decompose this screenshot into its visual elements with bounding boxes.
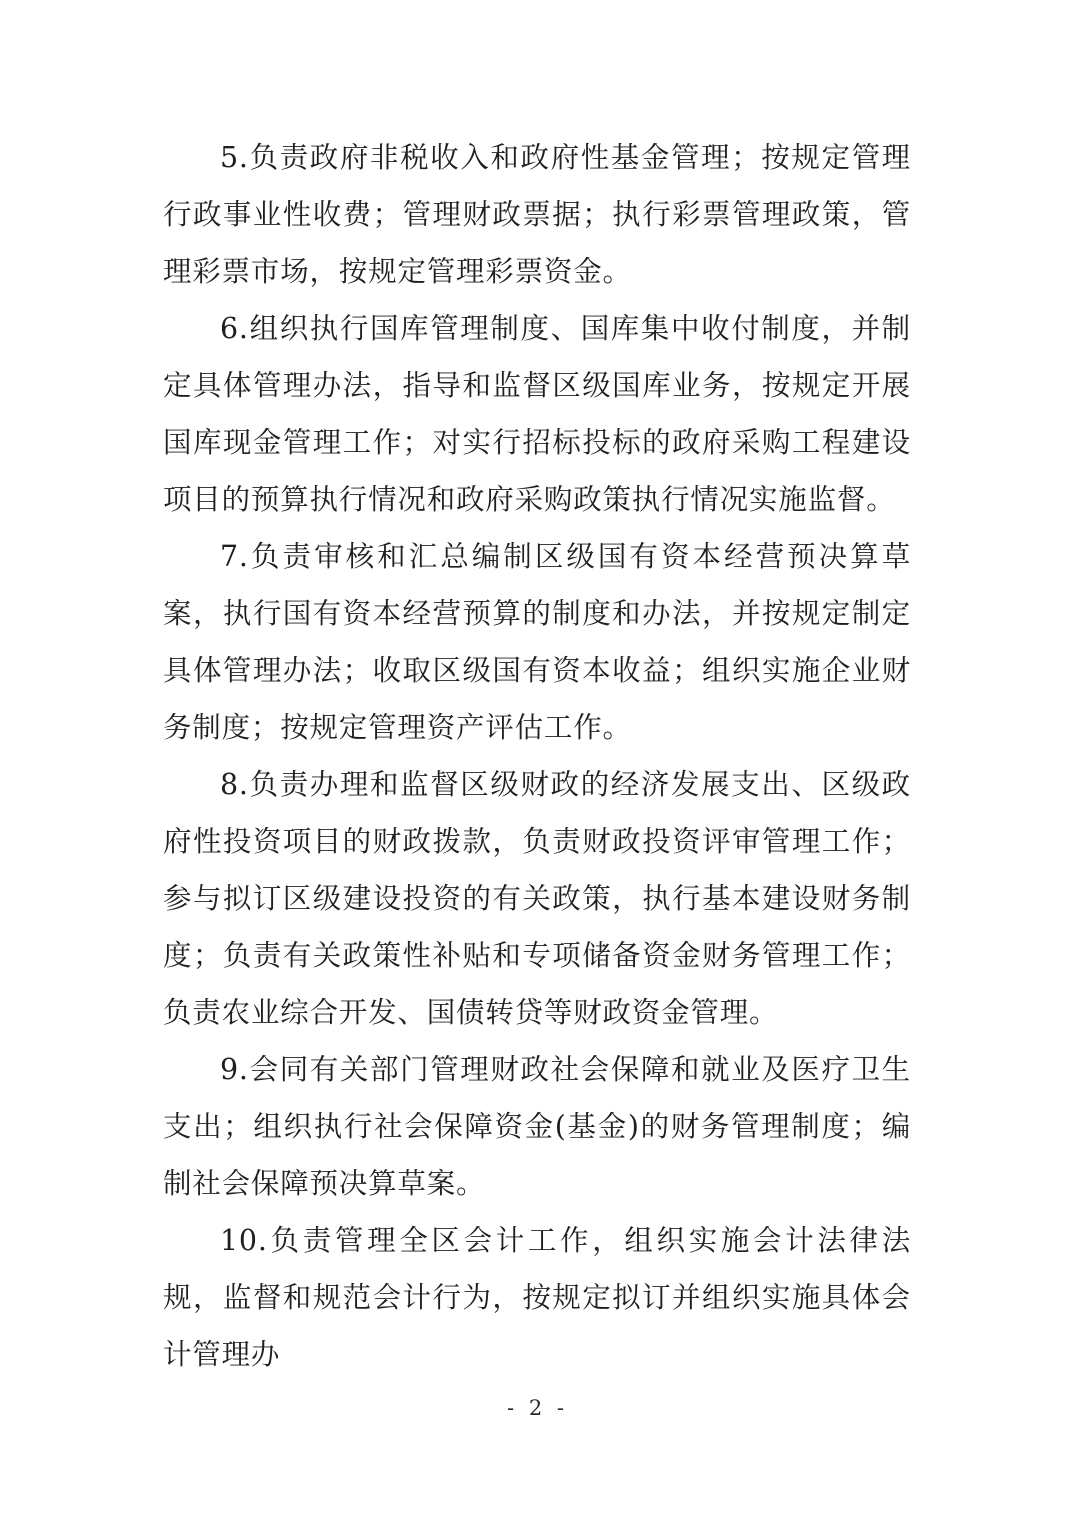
- paragraph-item-10: 10.负责管理全区会计工作，组织实施会计法律法规，监督和规范会计行为，按规定拟订并组织实施具体会计管理办: [163, 1224, 911, 1371]
- paragraph-item-6: 6.组织执行国库管理制度、国库集中收付制度，并制定具体管理办法，指导和监督区级国库业务，按规定开展国库现金管理工作；对实行招标投标的政府采购工程建设项目的预算执行情况和政府采购政策执行情况实施监督。: [163, 312, 911, 516]
- page-number: - 2 -: [507, 1396, 568, 1420]
- paragraph-item-5: 5.负责政府非税收入和政府性基金管理；按规定管理行政事业性收费；管理财政票据；执行彩票管理政策，管理彩票市场，按规定管理彩票资金。: [163, 141, 911, 288]
- paragraph-item-9: 9.会同有关部门管理财政社会保障和就业及医疗卫生支出；组织执行社会保障资金(基金)的财务管理制度；编制社会保障预决算草案。: [163, 1053, 911, 1200]
- paragraph-item-7: 7.负责审核和汇总编制区级国有资本经营预决算草案，执行国有资本经营预算的制度和办法，并按规定制定具体管理办法；收取区级国有资本收益；组织实施企业财务制度；按规定管理资产评估工作。: [163, 540, 911, 744]
- paragraph-item-8: 8.负责办理和监督区级财政的经济发展支出、区级政府性投资项目的财政拨款，负责财政投资评审管理工作；参与拟订区级建设投资的有关政策，执行基本建设财务制度；负责有关政策性补贴和专项储备资金财务管理工作；负责农业综合开发、国债转贷等财政资金管理。: [163, 768, 911, 1029]
- document-body: [163, 129, 911, 1383]
- page-footer: [0, 1396, 1075, 1420]
